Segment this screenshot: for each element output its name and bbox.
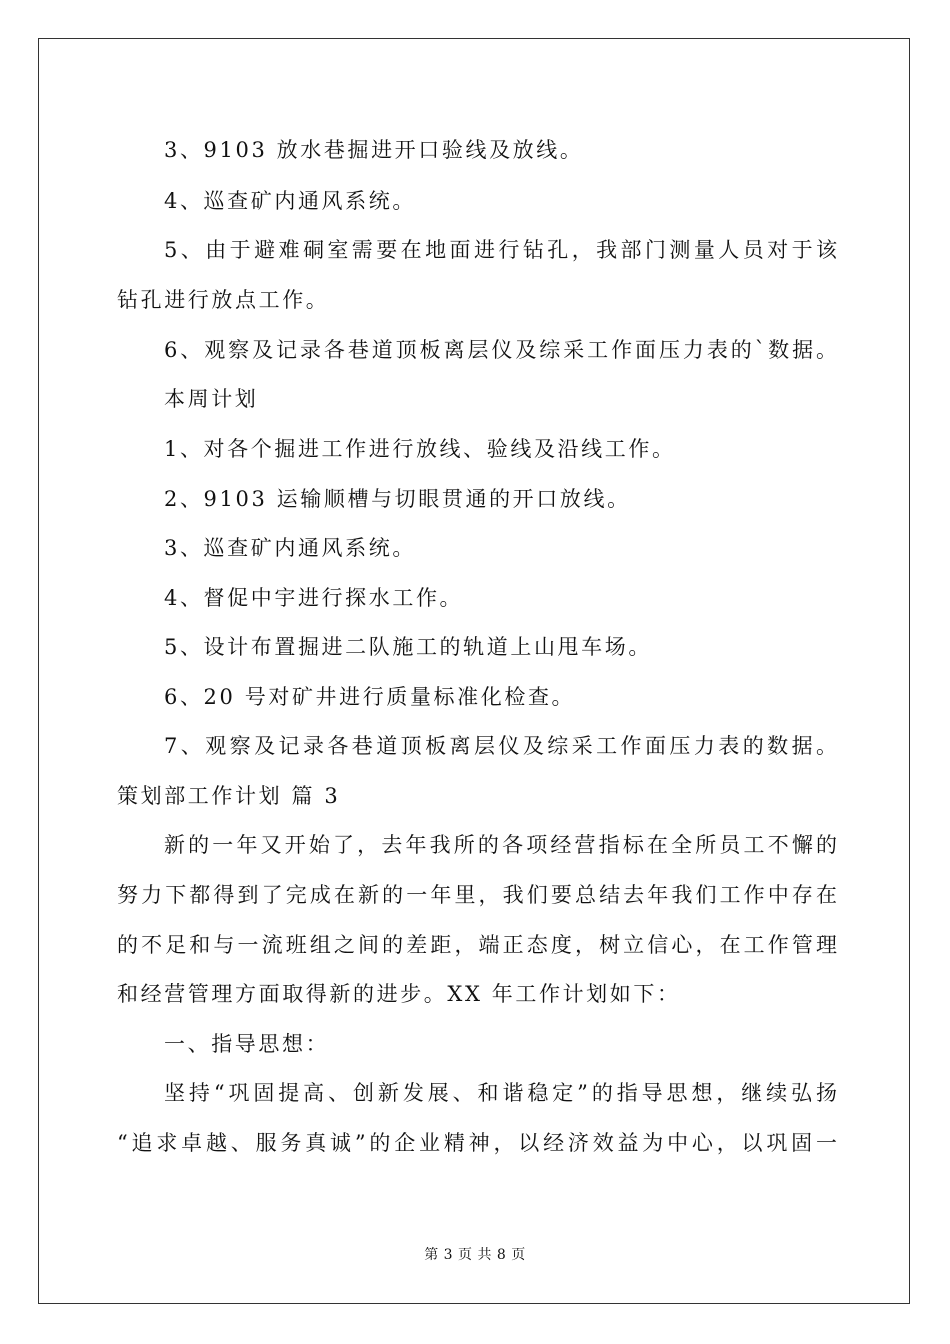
text-line: 4、巡查矿内通风系统。 [164, 189, 416, 213]
text-line: 3、巡查矿内通风系统。 [164, 536, 416, 560]
text-line: 和经营管理方面取得新的进步。XX 年工作计划如下： [117, 982, 681, 1006]
text-line: “追求卓越、服务真诚”的企业精神，以经济效益为中心，以巩固一 [117, 1131, 837, 1155]
text-line: 4、督促中宇进行探水工作。 [164, 586, 464, 610]
section-title: 策划部工作计划 篇 3 [117, 784, 341, 808]
text-line: 6、20 号对矿井进行质量标准化检查。 [164, 685, 576, 709]
text-line: 1、对各个掘进工作进行放线、验线及沿线工作。 [164, 437, 676, 461]
text-line: 坚持“巩固提高、创新发展、和谐稳定”的指导思想，继续弘扬 [164, 1081, 837, 1105]
sub-heading: 一、指导思想： [164, 1032, 330, 1056]
text-line: 6、观察及记录各巷道顶板离层仪及综采工作面压力表的`数据。 [164, 338, 837, 362]
text-line: 新的一年又开始了，去年我所的各项经营指标在全所员工不懈的 [164, 833, 837, 857]
text-line: 钻孔进行放点工作。 [117, 288, 330, 312]
page-border [38, 38, 910, 1304]
text-line: 2、9103 运输顺槽与切眼贯通的开口放线。 [164, 487, 631, 511]
text-line: 努力下都得到了完成在新的一年里，我们要总结去年我们工作中存在 [117, 883, 837, 907]
text-line: 3、9103 放水巷掘进开口验线及放线。 [164, 138, 584, 162]
text-line: 5、设计布置掘进二队施工的轨道上山甩车场。 [164, 635, 652, 659]
text-line: 的不足和与一流班组之间的差距，端正态度，树立信心，在工作管理 [117, 933, 837, 957]
page-footer: 第 3 页 共 8 页 [424, 1247, 526, 1263]
section-heading: 本周计划 [164, 387, 259, 411]
text-line: 7、观察及记录各巷道顶板离层仪及综采工作面压力表的数据。 [164, 734, 837, 758]
text-line: 5、由于避难硐室需要在地面进行钻孔，我部门测量人员对于该 [164, 238, 837, 262]
